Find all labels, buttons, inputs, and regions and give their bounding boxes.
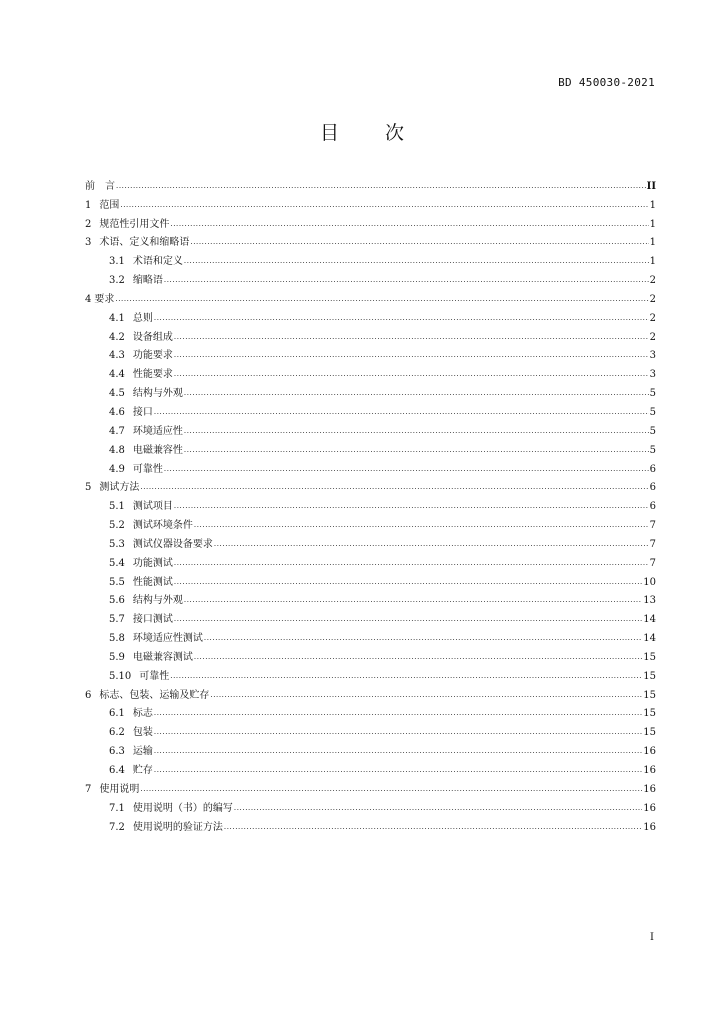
toc-entry-page: 2 — [649, 312, 656, 324]
toc-entry-label: 范围 — [99, 199, 120, 211]
toc-entry[interactable] — [85, 720, 656, 739]
toc-entry[interactable] — [85, 212, 656, 231]
toc-entry-page: 5 — [649, 444, 656, 456]
toc-entry-number: 5.4 — [109, 557, 125, 569]
toc-leader-dots — [120, 199, 648, 212]
toc-leader-dots — [194, 519, 649, 532]
toc-entry-page: 1 — [649, 256, 656, 268]
toc-entry[interactable] — [85, 381, 656, 400]
toc-entry-number: 4.2 — [109, 331, 125, 343]
toc-entry-number: 3.1 — [109, 256, 125, 268]
toc-entry-page: 15 — [643, 689, 656, 701]
toc-entry-page: 5 — [649, 425, 656, 437]
toc-entry-number: 6.3 — [109, 746, 125, 758]
toc-leader-dots — [154, 764, 642, 777]
toc-leader-dots — [154, 745, 642, 758]
toc-leader-dots — [170, 670, 642, 683]
toc-entry-page: 5 — [649, 388, 656, 400]
toc-entry-number: 4.8 — [109, 444, 125, 456]
toc-leader-dots — [154, 726, 642, 739]
toc-entry-number: 7.1 — [109, 802, 125, 814]
toc-leader-dots — [184, 594, 642, 607]
toc-leader-dots — [154, 406, 649, 419]
toc-leader-dots — [174, 557, 649, 570]
toc-entry-number: 6.1 — [109, 708, 125, 720]
toc-entry-number: 5.10 — [109, 670, 132, 682]
toc-entry-label: 测试环境条件 — [132, 520, 193, 532]
toc-entry-page: 15 — [643, 670, 656, 682]
toc-entry-label: 性能测试 — [132, 576, 173, 588]
toc-entry-label: 功能要求 — [132, 350, 173, 362]
toc-leader-dots — [140, 783, 642, 796]
toc-leader-dots — [224, 821, 642, 834]
toc-entry-number: 5.1 — [109, 501, 125, 513]
toc-entry[interactable] — [85, 174, 656, 193]
toc-entry-number: 5 — [85, 482, 92, 494]
toc-entry-label: 电磁兼容测试 — [132, 651, 193, 663]
toc-leader-dots — [214, 538, 649, 551]
toc-leader-dots — [184, 444, 649, 457]
toc-entry-page: 15 — [643, 708, 656, 720]
toc-entry-label: 贮存 — [132, 765, 153, 776]
toc-leader-dots — [174, 368, 649, 381]
toc-leader-dots — [164, 463, 649, 476]
toc-entry[interactable] — [85, 645, 656, 664]
toc-entry-number: 6.4 — [109, 765, 125, 776]
document-code: BD 450030-2021 — [558, 76, 655, 89]
toc-entry-page: 6 — [649, 463, 656, 475]
toc-leader-dots — [174, 576, 642, 589]
toc-leader-dots — [174, 331, 649, 344]
toc-entry-page: 16 — [643, 765, 656, 776]
toc-entry-page: 2 — [649, 293, 656, 305]
page-number: I — [650, 932, 654, 943]
toc-entry[interactable] — [85, 231, 656, 250]
toc-entry-label: 环境适应性测试 — [132, 633, 203, 645]
toc-entry[interactable] — [85, 419, 656, 438]
toc-leader-dots — [194, 651, 642, 664]
toc-entry-page: 2 — [649, 331, 656, 343]
toc-entry-page: 15 — [643, 651, 656, 663]
toc-entry[interactable] — [85, 193, 656, 212]
toc-entry[interactable] — [85, 438, 656, 457]
toc-entry-page: 1 — [649, 199, 656, 211]
toc-entry-number: 4 — [85, 293, 92, 305]
toc-entry-page: 6 — [649, 501, 656, 513]
toc-leader-dots — [234, 802, 642, 815]
toc-entry-number: 5.2 — [109, 520, 125, 532]
toc-leader-dots — [204, 632, 642, 645]
toc-entry-number: 1 — [85, 199, 92, 211]
toc-entry[interactable] — [85, 476, 656, 495]
toc-entry[interactable] — [85, 626, 656, 645]
toc-entry-label: 设备组成 — [132, 331, 173, 343]
toc-entry-label: 功能测试 — [132, 557, 173, 569]
toc-entry-page: 3 — [649, 350, 656, 362]
toc-entry-label: 环境适应性 — [132, 425, 183, 437]
toc-entry-number: 前 言 — [85, 180, 115, 192]
toc-entry-number: 2 — [85, 218, 92, 230]
toc-leader-dots — [154, 312, 649, 325]
toc-entry-number: 4.5 — [109, 388, 125, 400]
toc-entry-number: 5.5 — [109, 576, 125, 588]
toc-entry-label: 可靠性 — [139, 670, 170, 682]
toc-entry-number: 3 — [85, 237, 92, 249]
toc-entry-page: 1 — [649, 218, 656, 230]
toc-entry-page: 16 — [643, 821, 656, 833]
toc-entry-page: 10 — [643, 576, 656, 588]
toc-entry[interactable] — [85, 551, 656, 570]
toc-entry-label: 规范性引用文件 — [99, 218, 170, 230]
toc-entry-label: 缩略语 — [132, 275, 163, 287]
toc-entry-number: 4.1 — [109, 312, 125, 324]
toc-entry[interactable] — [85, 739, 656, 758]
toc-entry-label: 使用说明 — [99, 783, 140, 795]
toc-entry[interactable] — [85, 796, 656, 815]
toc-entry[interactable] — [85, 607, 656, 626]
toc-entry[interactable] — [85, 513, 656, 532]
toc-entry-label: 运输 — [132, 746, 153, 758]
title-char: 目 — [319, 122, 339, 144]
page-title — [0, 118, 724, 145]
toc-entry[interactable] — [85, 494, 656, 513]
toc-entry-page: II — [646, 180, 656, 192]
toc-entry[interactable] — [85, 570, 656, 589]
toc-entry-number: 4.4 — [109, 369, 125, 381]
toc-entry-page: 16 — [643, 802, 656, 814]
toc-entry-number: 7 — [85, 783, 92, 795]
toc-entry-label: 总则 — [132, 312, 153, 324]
toc-entry[interactable] — [85, 268, 656, 287]
toc-entry-page: 6 — [649, 482, 656, 494]
toc-leader-dots — [184, 255, 649, 268]
toc-entry-number: 6 — [85, 689, 92, 701]
toc-entry-label: 结构与外观 — [132, 388, 183, 400]
title-char: 次 — [385, 122, 405, 144]
toc-entry-label: 可靠性 — [132, 463, 163, 475]
toc-leader-dots — [184, 425, 649, 438]
toc-entry-number: 5.7 — [109, 614, 125, 626]
toc-entry-label: 使用说明的验证方法 — [132, 821, 223, 833]
toc-entry-label: 测试项目 — [132, 501, 173, 513]
toc-entry-number: 4.7 — [109, 425, 125, 437]
toc-leader-dots — [116, 180, 646, 193]
toc-entry-page: 3 — [649, 369, 656, 381]
toc-entry[interactable] — [85, 664, 656, 683]
toc-entry[interactable] — [85, 249, 656, 268]
toc-entry-number: 7.2 — [109, 821, 125, 833]
toc-entry[interactable] — [85, 815, 656, 834]
toc-entry[interactable] — [85, 457, 656, 476]
toc-entry[interactable] — [85, 777, 656, 796]
toc-leader-dots — [190, 236, 648, 249]
toc-entry-number: 5.8 — [109, 633, 125, 645]
toc-entry[interactable] — [85, 702, 656, 721]
toc-leader-dots — [184, 387, 649, 400]
toc-entry[interactable] — [85, 683, 656, 702]
toc-leader-dots — [154, 707, 642, 720]
toc-entry-number: 5.6 — [109, 595, 125, 607]
toc-entry-page: 1 — [649, 237, 656, 249]
toc-entry-label: 性能要求 — [132, 369, 173, 381]
toc-entry-label: 标志、包装、运输及贮存 — [99, 689, 210, 701]
toc-entry-number: 6.2 — [109, 727, 125, 739]
toc-entry-page: 7 — [649, 557, 656, 569]
toc-entry[interactable] — [85, 589, 656, 608]
toc-entry[interactable] — [85, 758, 656, 777]
toc-leader-dots — [140, 481, 648, 494]
toc-entry-page: 7 — [649, 520, 656, 532]
toc-entry-label: 使用说明（书）的编写 — [132, 802, 233, 814]
toc-entry[interactable] — [85, 400, 656, 419]
toc-entry-label: 电磁兼容性 — [132, 444, 183, 456]
toc-leader-dots — [210, 689, 642, 702]
toc-entry-page: 2 — [649, 275, 656, 287]
toc-entry-page: 7 — [649, 538, 656, 550]
toc-leader-dots — [115, 293, 648, 306]
toc-leader-dots — [170, 218, 648, 231]
toc-entry-number: 4.9 — [109, 463, 125, 475]
toc-entry[interactable] — [85, 362, 656, 381]
toc-entry-number: 5.3 — [109, 538, 125, 550]
toc-entry-label: 术语、定义和缩略语 — [99, 237, 190, 249]
toc-entry[interactable] — [85, 344, 656, 363]
toc-leader-dots — [164, 274, 649, 287]
toc-entry-number: 3.2 — [109, 275, 125, 287]
toc-entry-number: 4.6 — [109, 406, 125, 418]
toc-entry-page: 14 — [643, 633, 656, 645]
table-of-contents — [85, 174, 656, 834]
toc-entry-label: 包装 — [132, 727, 153, 739]
toc-entry-number: 4.3 — [109, 350, 125, 362]
toc-entry-label: 术语和定义 — [132, 256, 183, 268]
toc-entry-label: 标志 — [132, 708, 153, 720]
toc-entry-page: 13 — [643, 595, 656, 607]
toc-entry-page: 15 — [643, 727, 656, 739]
toc-entry[interactable] — [85, 306, 656, 325]
toc-entry-page: 14 — [643, 614, 656, 626]
toc-entry-label: 测试仪器设备要求 — [132, 538, 213, 550]
toc-entry-label: 接口测试 — [132, 614, 173, 626]
toc-entry[interactable] — [85, 325, 656, 344]
toc-entry-label: 结构与外观 — [132, 595, 183, 607]
toc-entry-page: 5 — [649, 406, 656, 418]
toc-leader-dots — [174, 349, 649, 362]
toc-entry[interactable] — [85, 532, 656, 551]
toc-leader-dots — [174, 613, 642, 626]
toc-entry-number: 5.9 — [109, 651, 125, 663]
toc-leader-dots — [174, 500, 649, 513]
toc-entry-label: 接口 — [132, 406, 153, 418]
toc-entry-label: 要求 — [94, 293, 115, 305]
toc-entry-page: 16 — [643, 746, 656, 758]
toc-entry[interactable] — [85, 287, 656, 306]
toc-entry-label: 测试方法 — [99, 482, 140, 494]
toc-entry-page: 16 — [643, 783, 656, 795]
